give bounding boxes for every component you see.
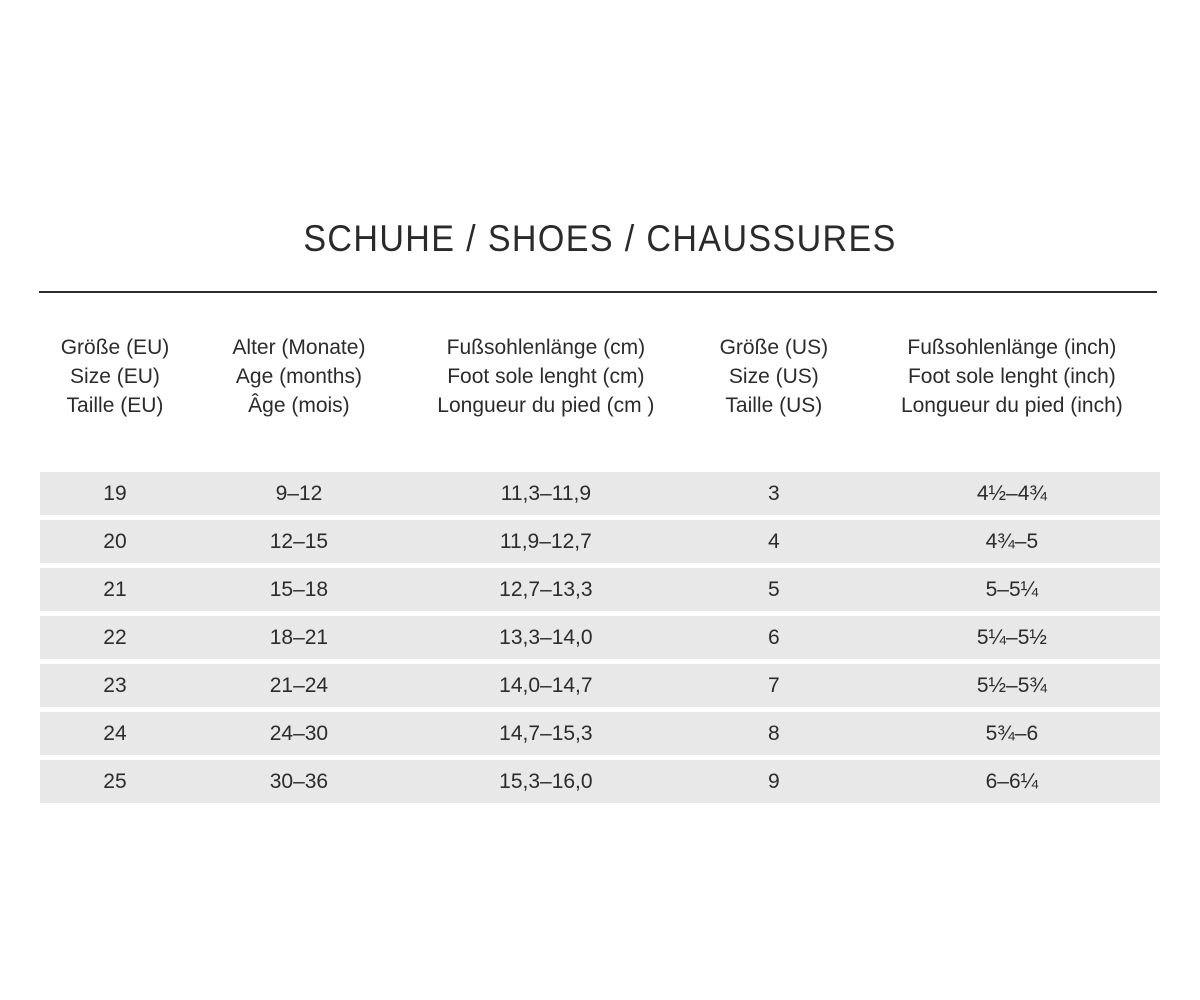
table-cell-age: 9–12 [275, 481, 323, 505]
table-cell-sole-inch: 4½–4¾ [976, 481, 1047, 505]
header-line-de: Fußsohlenlänge (cm) [446, 336, 646, 359]
header-line-fr: Longueur du pied (cm ) [437, 394, 655, 417]
table-cell-size-eu: 20 [103, 529, 127, 553]
table-cell-sole-cm: 11,9–12,7 [499, 529, 592, 553]
table-cell-size-us: 8 [767, 721, 780, 745]
table-cell-size-us: 3 [767, 481, 780, 505]
table-cell-sole-cm: 15,3–16,0 [499, 769, 593, 793]
table-cell-size-us: 6 [767, 625, 780, 649]
table-cell-size-us: 5 [767, 577, 780, 601]
table-row [40, 568, 1160, 611]
table-cell-sole-inch: 5–5¼ [985, 577, 1039, 601]
header-line-de: Größe (EU) [60, 336, 170, 359]
table-cell-size-eu: 25 [103, 769, 127, 793]
header-line-en: Foot sole lenght (cm) [447, 365, 645, 388]
table-cell-size-eu: 22 [103, 625, 127, 649]
table-cell-age: 15–18 [269, 577, 329, 601]
header-line-fr: Taille (US) [725, 394, 823, 417]
table-cell-sole-inch: 5½–5¾ [976, 673, 1047, 697]
table-cell-age: 12–15 [269, 529, 329, 553]
header-line-de: Alter (Monate) [232, 336, 366, 359]
table-cell-size-us: 4 [767, 529, 780, 553]
table-header [40, 333, 1160, 420]
header-line-en: Size (US) [728, 365, 819, 388]
header-line-en: Age (months) [235, 365, 362, 388]
table-cell-sole-cm: 14,7–15,3 [499, 721, 593, 745]
table-row [40, 712, 1160, 755]
table-cell-sole-inch: 5¼–5½ [976, 625, 1047, 649]
header-cell-size-us [684, 333, 864, 420]
table-cell-sole-cm: 13,3–14,0 [499, 625, 593, 649]
table-row [40, 664, 1160, 707]
header-cell-sole-inch [864, 333, 1160, 420]
table-cell-sole-cm: 12,7–13,3 [499, 577, 593, 601]
size-table-body [40, 472, 1160, 808]
title-divider [39, 291, 1157, 293]
table-cell-sole-inch: 4¾–5 [985, 529, 1039, 553]
table-cell-age: 18–21 [269, 625, 329, 649]
header-line-fr: Taille (EU) [66, 394, 164, 417]
table-cell-sole-cm: 14,0–14,7 [499, 673, 593, 697]
header-line-de: Größe (US) [719, 336, 829, 359]
header-cell-age [190, 333, 408, 420]
table-cell-size-eu: 23 [103, 673, 127, 697]
header-line-fr: Longueur du pied (inch) [900, 394, 1123, 417]
table-row [40, 760, 1160, 803]
header-line-de: Fußsohlenlänge (inch) [907, 336, 1117, 359]
table-row [40, 472, 1160, 515]
header-line-en: Foot sole lenght (inch) [907, 365, 1116, 388]
table-cell-sole-inch: 6–6¼ [985, 769, 1039, 793]
header-line-fr: Âge (mois) [248, 394, 350, 417]
header-line-en: Size (EU) [70, 365, 160, 388]
table-cell-age: 30–36 [269, 769, 329, 793]
table-cell-sole-inch: 5¾–6 [985, 721, 1039, 745]
table-cell-size-eu: 21 [103, 577, 127, 601]
table-row [40, 520, 1160, 563]
header-cell-sole-cm [408, 333, 684, 420]
table-cell-size-eu: 24 [103, 721, 127, 745]
table-cell-size-eu: 19 [103, 481, 127, 505]
table-row [40, 616, 1160, 659]
table-cell-age: 24–30 [269, 721, 329, 745]
page-title: SCHUHE / SHOES / CHAUSSURES [303, 218, 897, 259]
table-cell-age: 21–24 [269, 673, 329, 697]
header-cell-size-eu [40, 333, 190, 420]
table-cell-sole-cm: 11,3–11,9 [500, 481, 592, 505]
table-cell-size-us: 7 [767, 673, 780, 697]
table-cell-size-us: 9 [767, 769, 780, 793]
